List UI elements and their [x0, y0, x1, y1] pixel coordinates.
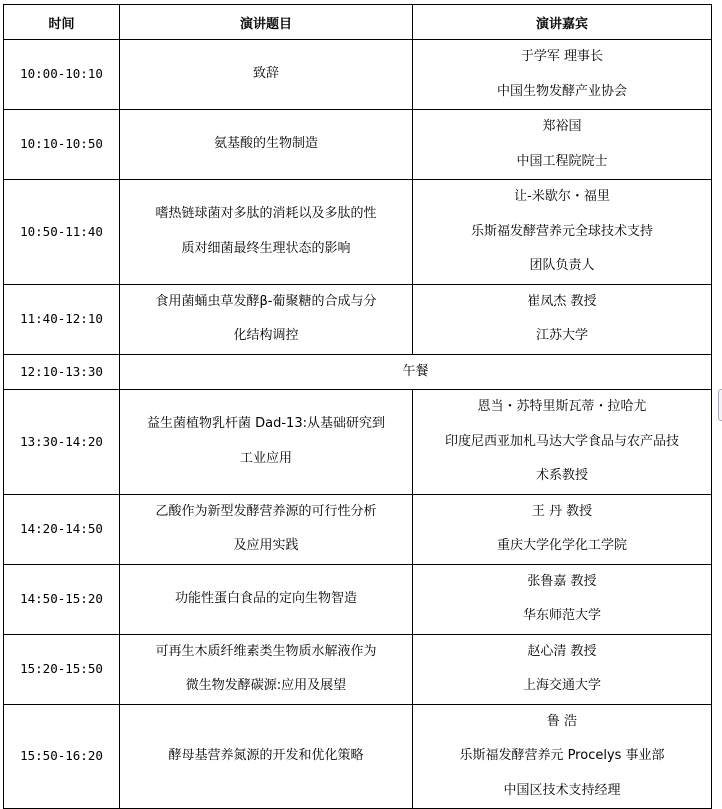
speaker-cell [413, 40, 712, 110]
speaker-line: 华东师范大学 [522, 608, 601, 623]
time-text: 15:20-15:50 [20, 660, 103, 676]
time-text: 13:30-14:20 [20, 433, 103, 449]
time-text: 14:20-14:50 [20, 520, 103, 536]
speaker-line: 中国生物发酵产业协会 [496, 83, 627, 99]
time-cell [4, 40, 120, 110]
speaker-line: 郑裕国 [542, 119, 582, 134]
table-row [4, 284, 712, 354]
speaker-line: 赵心清 教授 [527, 643, 597, 659]
topic-line: 化结构调控 [233, 328, 299, 343]
time-cell [4, 704, 120, 809]
speaker-line: 上海交通大学 [522, 678, 601, 693]
speaker-line: 张鲁嘉 教授 [527, 573, 597, 589]
speaker-cell [413, 110, 712, 180]
speaker-cell [413, 494, 712, 564]
speaker-line: 团队负责人 [529, 258, 595, 273]
time-cell [4, 354, 120, 390]
schedule-body [4, 40, 712, 809]
speaker-line: 中国工程院院士 [516, 153, 608, 169]
header-row [4, 5, 712, 40]
time-text: 15:50-16:20 [20, 748, 103, 763]
table-row [4, 180, 712, 285]
topic-line: 及应用实践 [233, 538, 299, 553]
speaker-cell [413, 564, 712, 634]
speaker-line: 印度尼西亚加札马达大学食品与农产品技 [444, 433, 679, 449]
topic-line: 致辞 [252, 66, 279, 82]
speaker-cell [413, 390, 712, 495]
speaker-line: 于学军 理事长 [520, 49, 604, 64]
side-scroll-tab[interactable] [718, 389, 722, 421]
speaker-line: 崔凤杰 教授 [527, 293, 597, 309]
topic-line: 食用菌蛹虫草发酵β-葡聚糖的合成与分 [155, 293, 377, 309]
speaker-cell [413, 180, 712, 285]
topic-cell [120, 564, 413, 634]
time-text: 11:40-12:10 [20, 310, 103, 326]
table-row [4, 110, 712, 180]
time-cell [4, 110, 120, 180]
schedule-table [3, 4, 712, 809]
table-row [4, 494, 712, 564]
topic-line: 微生物发酵碳源:应用及展望 [185, 678, 347, 693]
topic-cell [120, 704, 413, 809]
time-cell [4, 634, 120, 704]
header-time: 时间 [4, 5, 120, 40]
time-cell [4, 180, 120, 285]
speaker-line: 重庆大学化学化工学院 [496, 538, 627, 553]
break-label: 午餐 [402, 363, 429, 379]
topic-line: 可再生木质纤维素类生物质水解液作为 [155, 643, 377, 659]
topic-line: 功能性蛋白食品的定向生物智造 [174, 590, 357, 606]
topic-line: 乙酸作为新型发酵营养源的可行性分析 [155, 503, 377, 519]
speaker-line: 王 丹 教授 [531, 503, 593, 519]
topic-line: 酵母基营养氮源的开发和优化策略 [168, 748, 364, 763]
speaker-line: 恩当・苏特里斯瓦蒂・拉哈尤 [477, 399, 647, 414]
topic-cell [120, 110, 413, 180]
topic-line: 质对细菌最终生理状态的影响 [181, 240, 351, 256]
table-row [4, 390, 712, 495]
speaker-line: 乐斯福发酵营养元全球技术支持 [470, 223, 653, 239]
time-text: 10:10-10:50 [20, 136, 103, 152]
speaker-line: 让-米歇尔・福里 [514, 189, 610, 204]
topic-cell [120, 634, 413, 704]
time-cell [4, 284, 120, 354]
speaker-cell [413, 704, 712, 809]
time-cell [4, 494, 120, 564]
time-text: 10:50-11:40 [20, 223, 103, 239]
table-row [4, 354, 712, 390]
speaker-cell [413, 634, 712, 704]
time-cell [4, 390, 120, 495]
table-row [4, 564, 712, 634]
speaker-cell [413, 284, 712, 354]
speaker-line: 江苏大学 [535, 328, 588, 343]
time-text: 12:10-13:30 [20, 363, 103, 379]
time-text: 14:50-15:20 [20, 590, 103, 606]
header-topic: 演讲题目 [120, 5, 413, 40]
topic-line: 工业应用 [239, 450, 292, 466]
table-row [4, 704, 712, 809]
speaker-line: 术系教授 [535, 468, 588, 483]
topic-line: 嗜热链球菌对多肽的消耗以及多肽的性 [155, 206, 377, 222]
time-text: 10:00-10:10 [20, 66, 103, 82]
speaker-line: 乐斯福发酵营养元 Procelys 事业部 [459, 748, 665, 763]
topic-cell [120, 494, 413, 564]
topic-line: 益生菌植物乳杆菌 Dad-13:从基础研究到 [147, 416, 385, 432]
speaker-line: 中国区技术支持经理 [503, 782, 621, 798]
table-row [4, 40, 712, 110]
topic-line: 氨基酸的生物制造 [213, 136, 318, 152]
topic-cell [120, 180, 413, 285]
topic-cell [120, 40, 413, 110]
time-cell [4, 564, 120, 634]
table-row [4, 634, 712, 704]
topic-cell [120, 390, 413, 495]
header-speaker: 演讲嘉宾 [413, 5, 712, 40]
break-cell [120, 354, 712, 390]
topic-cell [120, 284, 413, 354]
speaker-line: 鲁 浩 [546, 713, 578, 729]
